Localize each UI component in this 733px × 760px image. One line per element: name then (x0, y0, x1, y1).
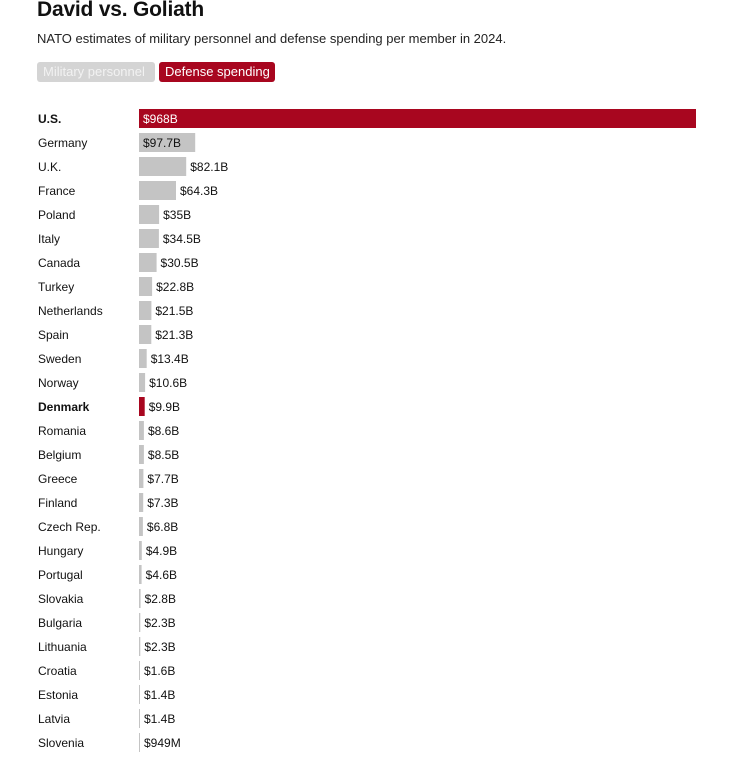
value-label-netherlands: $21.5B (155, 304, 194, 318)
country-label-netherlands: Netherlands (38, 304, 103, 318)
value-label-belgium: $8.5B (147, 448, 180, 462)
country-label-slovakia: Slovakia (38, 592, 84, 606)
country-label-canada: Canada (38, 256, 81, 270)
value-label-poland: $35B (163, 208, 192, 222)
value-label-canada: $30.5B (160, 256, 199, 270)
country-label-romania: Romania (38, 424, 87, 438)
country-label-turkey: Turkey (38, 280, 75, 294)
bar-lithuania[interactable] (139, 637, 140, 656)
country-label-sweden: Sweden (38, 352, 82, 366)
bar-spain[interactable] (139, 325, 151, 344)
value-label-finland: $7.3B (147, 496, 179, 510)
country-label-greece: Greece (38, 472, 78, 486)
value-label-germany: $97.7B (143, 136, 182, 150)
country-label-bulgaria: Bulgaria (38, 616, 83, 630)
bar-italy[interactable] (139, 229, 159, 248)
bar-turkey[interactable] (139, 277, 152, 296)
value-label-denmark: $9.9B (148, 400, 181, 414)
bar-czech-rep[interactable] (139, 517, 143, 536)
bar-hungary[interactable] (139, 541, 142, 560)
bar-finland[interactable] (139, 493, 143, 512)
bar-canada[interactable] (139, 253, 157, 272)
bar-bulgaria[interactable] (139, 613, 140, 632)
country-label-latvia: Latvia (38, 712, 71, 726)
value-label-spain: $21.3B (155, 328, 194, 342)
value-label-france: $64.3B (179, 184, 219, 198)
country-label-germany: Germany (38, 136, 88, 150)
toggle-military-personnel-button[interactable]: Military personnel (37, 62, 155, 82)
value-label-sweden: $13.4B (150, 352, 189, 366)
country-label-croatia: Croatia (38, 664, 77, 678)
country-label-poland: Poland (38, 208, 76, 222)
value-label-turkey: $22.8B (156, 280, 195, 294)
bar-u-s[interactable] (139, 109, 696, 128)
value-label-italy: $34.5B (162, 232, 201, 246)
country-label-portugal: Portugal (38, 568, 83, 582)
country-label-lithuania: Lithuania (38, 640, 87, 654)
bar-slovenia[interactable] (139, 733, 140, 752)
bar-denmark[interactable] (139, 397, 145, 416)
country-label-u-s: U.S. (38, 112, 62, 126)
value-label-lithuania: $2.3B (144, 640, 176, 654)
value-label-hungary: $4.9B (145, 544, 178, 558)
value-label-portugal: $4.6B (145, 568, 178, 582)
bar-belgium[interactable] (139, 445, 144, 464)
country-label-france: France (38, 184, 76, 198)
bar-romania[interactable] (139, 421, 144, 440)
bar-croatia[interactable] (139, 661, 140, 680)
bar-greece[interactable] (139, 469, 143, 488)
value-label-latvia: $1.4B (144, 712, 176, 726)
country-label-hungary: Hungary (38, 544, 84, 558)
value-label-greece: $7.7B (147, 472, 179, 486)
bar-slovakia[interactable] (139, 589, 141, 608)
value-label-croatia: $1.6B (144, 664, 176, 678)
country-label-belgium: Belgium (38, 448, 82, 462)
chart-subtitle: NATO estimates of military personnel and defense spending per member in 2024. (37, 31, 507, 46)
country-label-denmark: Denmark (38, 400, 90, 414)
toggle-defense-spending-button[interactable]: Defense spending (159, 62, 275, 82)
country-label-u-k: U.K. (38, 160, 62, 174)
value-label-bulgaria: $2.3B (144, 616, 176, 630)
value-label-norway: $10.6B (149, 376, 188, 390)
bar-norway[interactable] (139, 373, 145, 392)
bar-poland[interactable] (139, 205, 159, 224)
value-label-romania: $8.6B (147, 424, 180, 438)
bar-sweden[interactable] (139, 349, 147, 368)
value-label-czech-rep: $6.8B (146, 520, 179, 534)
bar-france[interactable] (139, 181, 176, 200)
value-label-slovakia: $2.8B (144, 592, 176, 606)
country-label-spain: Spain (38, 328, 69, 342)
bar-netherlands[interactable] (139, 301, 151, 320)
country-label-slovenia: Slovenia (38, 736, 85, 750)
value-label-slovenia: $949M (144, 736, 181, 750)
country-label-estonia: Estonia (38, 688, 79, 702)
value-label-u-s: $968B (143, 112, 178, 126)
bar-portugal[interactable] (139, 565, 142, 584)
bar-u-k[interactable] (139, 157, 186, 176)
bar-estonia[interactable] (139, 685, 140, 704)
country-label-norway: Norway (38, 376, 79, 390)
chart-title: David vs. Goliath (37, 0, 204, 21)
value-label-u-k: $82.1B (190, 160, 229, 174)
country-label-italy: Italy (38, 232, 61, 246)
country-label-czech-rep: Czech Rep. (38, 520, 101, 534)
value-label-estonia: $1.4B (144, 688, 176, 702)
bar-latvia[interactable] (139, 709, 140, 728)
country-label-finland: Finland (38, 496, 78, 510)
